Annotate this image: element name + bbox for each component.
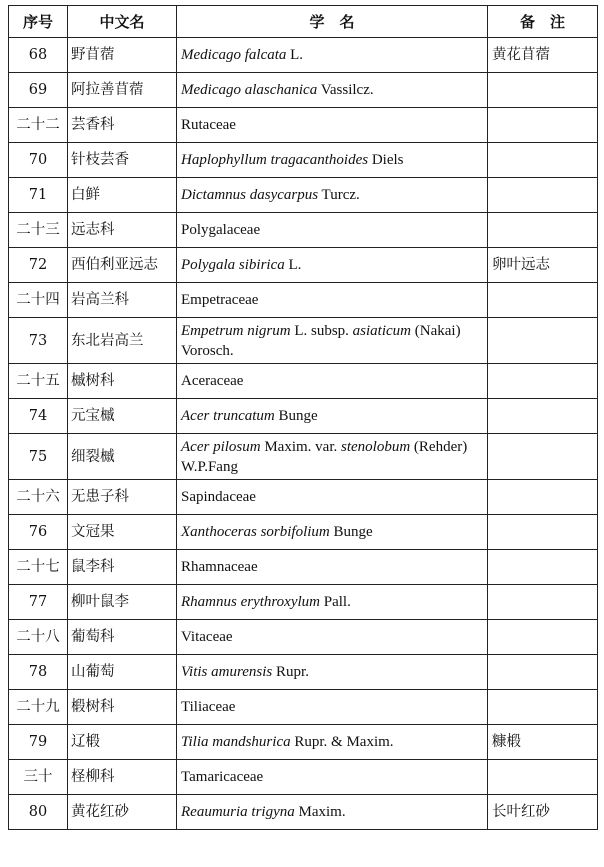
serial-number-cell: 二十七 [9, 550, 68, 585]
species-table-container [8, 5, 597, 830]
remarks-cell [488, 585, 598, 620]
scientific-name-cell [177, 760, 488, 795]
chinese-name-cell: 葡萄科 [68, 620, 177, 655]
scientific-name-roman-part: Tiliaceae [181, 699, 236, 715]
serial-number-cell: 二十八 [9, 620, 68, 655]
remarks-cell [488, 73, 598, 108]
chinese-name-cell: 岩高兰科 [68, 283, 177, 318]
chinese-name-cell: 柽柳科 [68, 760, 177, 795]
serial-number-cell: 72 [9, 248, 68, 283]
table-row [9, 725, 598, 760]
scientific-name-italic-part: Tilia mandshurica [181, 734, 291, 750]
scientific-name-cell [177, 725, 488, 760]
chinese-name-cell: 野苜蓿 [68, 38, 177, 73]
scientific-name-roman-part: L. [284, 257, 302, 273]
scientific-name-italic-part: Acer pilosum [181, 438, 261, 455]
scientific-name-italic-part: Polygala sibirica [181, 257, 285, 273]
chinese-name-cell: 阿拉善苜蓿 [68, 73, 177, 108]
scientific-name-cell [177, 399, 488, 434]
serial-number-cell: 二十三 [9, 213, 68, 248]
header-chinese-name: 中文名 [68, 6, 177, 38]
scientific-name-cell [177, 213, 488, 248]
scientific-name-cell [177, 73, 488, 108]
header-serial-number: 序号 [9, 6, 68, 38]
table-row [9, 760, 598, 795]
table-row [9, 795, 598, 830]
scientific-name-italic-part: Haplophyllum tragacanthoides [181, 152, 369, 168]
table-row [9, 399, 598, 434]
remarks-cell [488, 399, 598, 434]
scientific-name-roman-part: Bunge [274, 408, 318, 424]
serial-number-cell: 二十五 [9, 364, 68, 399]
scientific-name-cell [177, 108, 488, 143]
serial-number-cell: 79 [9, 725, 68, 760]
remarks-cell [488, 283, 598, 318]
scientific-name-italic-part: Dictamnus dasycarpus [181, 187, 319, 203]
serial-number-cell: 71 [9, 178, 68, 213]
serial-number-cell: 80 [9, 795, 68, 830]
scientific-name-cell [177, 38, 488, 73]
remarks-cell [488, 213, 598, 248]
scientific-name-italic-part: Reaumuria trigyna [181, 804, 295, 820]
remarks-cell [488, 108, 598, 143]
scientific-name-italic-part: Xanthoceras sorbifolium [181, 524, 330, 540]
scientific-name-cell [177, 318, 488, 364]
remarks-cell [488, 690, 598, 725]
scientific-name-cell [177, 550, 488, 585]
scientific-name-cell [177, 690, 488, 725]
chinese-name-cell: 柳叶鼠李 [68, 585, 177, 620]
remarks-cell [488, 760, 598, 795]
scientific-name-cell [177, 585, 488, 620]
chinese-name-cell: 鼠李科 [68, 550, 177, 585]
table-row [9, 364, 598, 399]
header-scientific-name: 学 名 [177, 6, 488, 38]
scientific-name-roman-part: Tamaricaceae [181, 769, 264, 785]
scientific-name-cell [177, 248, 488, 283]
table-row [9, 585, 598, 620]
scientific-name-roman-part: Vitaceae [181, 629, 233, 645]
table-row [9, 108, 598, 143]
serial-number-cell: 76 [9, 515, 68, 550]
table-row [9, 178, 598, 213]
scientific-name-roman-part: Rutaceae [181, 117, 236, 133]
remarks-cell [488, 143, 598, 178]
remarks-cell [488, 620, 598, 655]
table-row [9, 690, 598, 725]
scientific-name-roman-part: L. [286, 47, 304, 63]
scientific-name-roman-part: Aceraceae [181, 373, 244, 389]
chinese-name-cell: 山葡萄 [68, 655, 177, 690]
scientific-name-cell [177, 283, 488, 318]
remarks-cell [488, 515, 598, 550]
scientific-name-roman-part: Rupr. & Maxim. [290, 734, 394, 750]
chinese-name-cell: 西伯利亚远志 [68, 248, 177, 283]
serial-number-cell: 74 [9, 399, 68, 434]
remarks-cell: 卵叶远志 [488, 248, 598, 283]
scientific-name-roman-part: Empetraceae [181, 292, 259, 308]
remarks-cell [488, 655, 598, 690]
scientific-name-roman-part: L. subsp. [290, 322, 353, 339]
remarks-cell: 长叶红砂 [488, 795, 598, 830]
scientific-name-roman-part: Maxim. var. [260, 438, 341, 455]
table-row [9, 550, 598, 585]
serial-number-cell: 三十 [9, 760, 68, 795]
table-row [9, 620, 598, 655]
scientific-name-italic-part: Medicago falcata [181, 47, 287, 63]
serial-number-cell: 78 [9, 655, 68, 690]
table-row [9, 480, 598, 515]
remarks-cell: 黄花苜蓿 [488, 38, 598, 73]
serial-number-cell: 68 [9, 38, 68, 73]
chinese-name-cell: 远志科 [68, 213, 177, 248]
scientific-name-cell [177, 515, 488, 550]
scientific-name-italic-part: asiaticum [352, 322, 412, 339]
scientific-name-italic-part: Empetrum nigrum [181, 322, 291, 339]
table-header-row [9, 6, 598, 38]
serial-number-cell: 69 [9, 73, 68, 108]
serial-number-cell: 77 [9, 585, 68, 620]
scientific-name-cell [177, 364, 488, 399]
scientific-name-roman-part: Sapindaceae [181, 489, 256, 505]
scientific-name-cell [177, 143, 488, 178]
table-row [9, 73, 598, 108]
chinese-name-cell: 黄花红砂 [68, 795, 177, 830]
chinese-name-cell: 白鲜 [68, 178, 177, 213]
scientific-name-cell [177, 795, 488, 830]
table-row [9, 38, 598, 73]
chinese-name-cell: 东北岩高兰 [68, 318, 177, 364]
table-body [9, 38, 598, 830]
scientific-name-italic-part: stenolobum [340, 438, 411, 455]
remarks-cell: 糠椴 [488, 725, 598, 760]
scientific-name-italic-part: Vitis amurensis [181, 664, 273, 680]
scientific-name-roman-part: Maxim. [294, 804, 346, 820]
scientific-name-roman-part: (Nakai) Vorosch. [181, 322, 461, 359]
scientific-name-italic-part: Acer truncatum [181, 408, 275, 424]
scientific-name-roman-part: Bunge [329, 524, 373, 540]
scientific-name-roman-part: Diels [368, 152, 404, 168]
chinese-name-cell: 无患子科 [68, 480, 177, 515]
scientific-name-roman-part: Pall. [320, 594, 351, 610]
serial-number-cell: 70 [9, 143, 68, 178]
header-remarks: 备 注 [488, 6, 598, 38]
scientific-name-italic-part: Rhamnus erythroxylum [181, 594, 320, 610]
chinese-name-cell: 针枝芸香 [68, 143, 177, 178]
chinese-name-cell: 椴树科 [68, 690, 177, 725]
serial-number-cell: 二十九 [9, 690, 68, 725]
scientific-name-roman-part: Polygalaceae [181, 222, 261, 238]
remarks-cell [488, 480, 598, 515]
remarks-cell [488, 434, 598, 480]
chinese-name-cell: 元宝槭 [68, 399, 177, 434]
table-row [9, 213, 598, 248]
scientific-name-cell [177, 480, 488, 515]
remarks-cell [488, 318, 598, 364]
chinese-name-cell: 芸香科 [68, 108, 177, 143]
serial-number-cell: 二十二 [9, 108, 68, 143]
chinese-name-cell: 文冠果 [68, 515, 177, 550]
scientific-name-roman-part: (Rehder) W.P.Fang [181, 438, 468, 475]
scientific-name-italic-part: Medicago alaschanica [181, 82, 318, 98]
remarks-cell [488, 364, 598, 399]
table-row [9, 434, 598, 480]
scientific-name-cell [177, 620, 488, 655]
table-row [9, 283, 598, 318]
serial-number-cell: 75 [9, 434, 68, 480]
scientific-name-roman-part: Vassilcz. [317, 82, 374, 98]
table-row [9, 515, 598, 550]
table-row [9, 248, 598, 283]
scientific-name-cell [177, 434, 488, 480]
scientific-name-cell [177, 655, 488, 690]
scientific-name-roman-part: Rhamnaceae [181, 559, 258, 575]
chinese-name-cell: 辽椴 [68, 725, 177, 760]
scientific-name-roman-part: Turcz. [318, 187, 360, 203]
scientific-name-roman-part: Rupr. [272, 664, 309, 680]
chinese-name-cell: 细裂槭 [68, 434, 177, 480]
remarks-cell [488, 550, 598, 585]
serial-number-cell: 二十六 [9, 480, 68, 515]
remarks-cell [488, 178, 598, 213]
species-table [8, 5, 598, 830]
table-row [9, 318, 598, 364]
serial-number-cell: 二十四 [9, 283, 68, 318]
table-row [9, 655, 598, 690]
serial-number-cell: 73 [9, 318, 68, 364]
scientific-name-cell [177, 178, 488, 213]
table-row [9, 143, 598, 178]
chinese-name-cell: 槭树科 [68, 364, 177, 399]
